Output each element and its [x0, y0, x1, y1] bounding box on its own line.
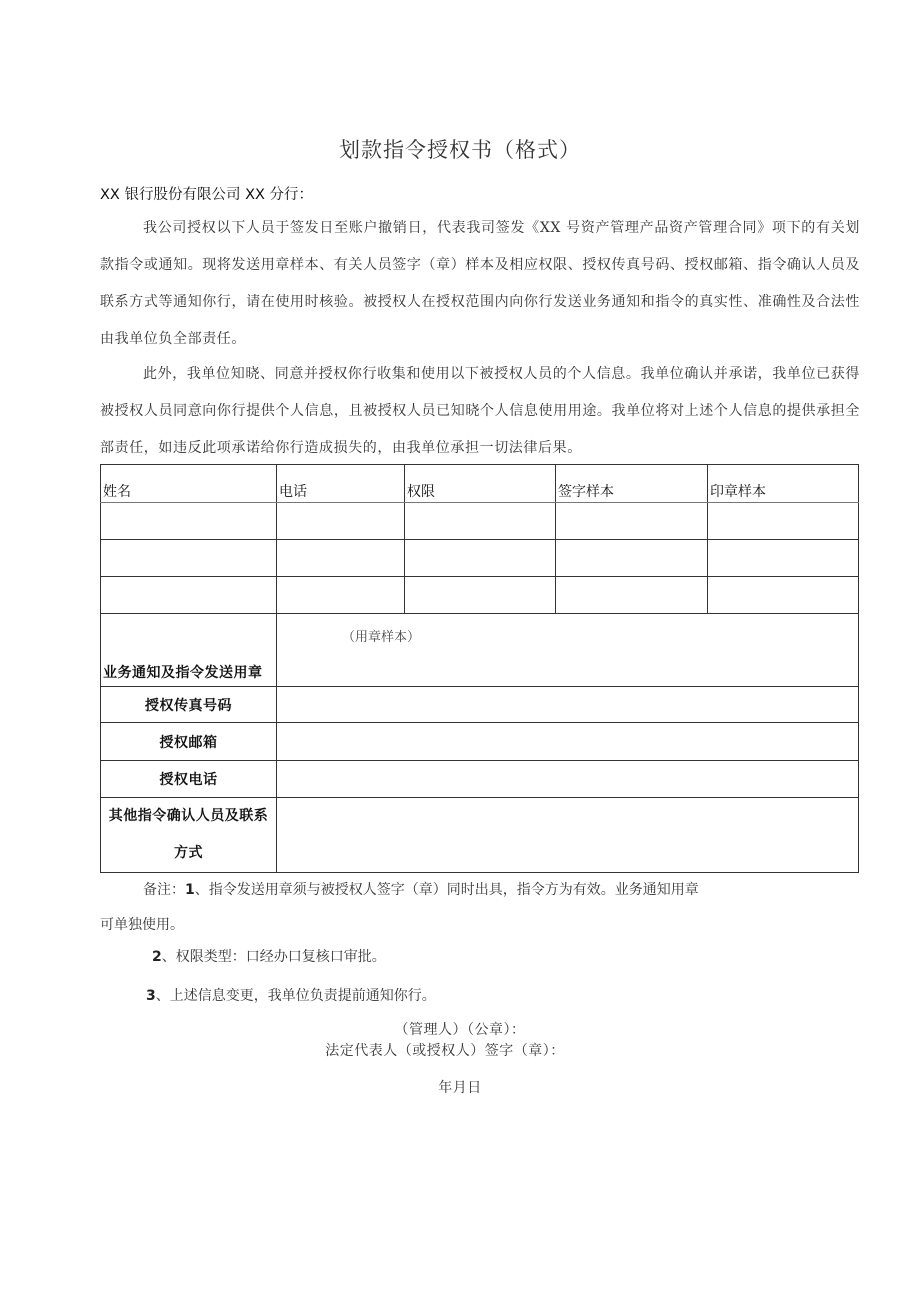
note-1: [100, 873, 700, 943]
signature-sample-cell[interactable]: [556, 503, 708, 540]
manager-seal-line: （管理人）（公章）：: [394, 1022, 526, 1038]
contact-label-line1: 其他指令确认人员及联系: [108, 808, 269, 824]
seal-sample-cell[interactable]: [708, 503, 859, 540]
contact-value[interactable]: [277, 798, 859, 873]
table-row: [101, 540, 859, 577]
email-value[interactable]: [277, 723, 859, 761]
header-permission: 权限: [405, 465, 556, 503]
stamp-row: [101, 614, 859, 687]
note-3-number: 3: [146, 988, 156, 1004]
header-phone: 电话: [277, 465, 405, 503]
email-row: [101, 723, 859, 761]
permission-cell[interactable]: [405, 577, 556, 614]
note-2-text: 、权限类型：口经办口复核口审批。: [161, 949, 386, 965]
permission-cell[interactable]: [405, 503, 556, 540]
signature-sample-cell[interactable]: [556, 577, 708, 614]
name-cell[interactable]: [101, 577, 277, 614]
privacy-consent-paragraph: 此外，我单位知晓、同意并授权你行收集和使用以下被授权人员的个人信息。我单位确认并承诺，我单位已获得被授权人员同意向你行提供个人信息，且被授权人员已知晓个人信息使用用途。我单位将对上述个人信息的提供承担全部责任，如违反此项承诺给你行造成损失的，由我单位承担一切法律后果。: [100, 366, 860, 456]
table-row: [101, 577, 859, 614]
header-seal-sample: 印章样本: [708, 465, 859, 503]
name-cell[interactable]: [101, 503, 277, 540]
authorization-table: [100, 464, 859, 873]
note-1-number: 1: [185, 882, 195, 898]
signature-sample-cell[interactable]: [556, 540, 708, 577]
legal-rep-signature-line: 法定代表人（或授权人）签字（章）：: [325, 1043, 565, 1059]
date-line: 年月日: [438, 1080, 482, 1096]
document-title: 划款指令授权书（格式）: [339, 138, 581, 162]
auth-phone-label: 授权电话: [101, 761, 277, 798]
contact-row: [101, 798, 859, 873]
note-2: [152, 945, 912, 969]
phone-cell[interactable]: [277, 503, 405, 540]
permission-cell[interactable]: [405, 540, 556, 577]
contact-label: [101, 798, 277, 873]
authorization-paragraph: 我公司授权以下人员于签发日至账户撤销日，代表我司签发《XX 号资产管理产品资产管理合同》项下的有关划款指令或通知。现将发送用章样本、有关人员签字（章）样本及相应权限、授权传真号码、授权邮箱、指令确认人员及联系方式等通知你行，请在使用时核验。被授权人在授权范围内向你行发送业务通知和指令的真实性、准确性及合法性由我单位负全部责任。: [100, 220, 860, 347]
seal-sample-cell[interactable]: [708, 540, 859, 577]
header-signature-sample: 签字样本: [556, 465, 708, 503]
note-1-text: 、指令发送用章须与被授权人签字（章）同时出具，指令方为有效。业务通知用章可单独使用。: [100, 882, 699, 933]
fax-value[interactable]: [277, 687, 859, 723]
contact-label-line2: 方式: [174, 845, 203, 861]
stamp-label: 业务通知及指令发送用章: [101, 614, 277, 687]
phone-cell[interactable]: [277, 540, 405, 577]
note-2-number: 2: [152, 949, 162, 965]
auth-phone-value[interactable]: [277, 761, 859, 798]
note-3: [146, 984, 906, 1008]
seal-sample-cell[interactable]: [708, 577, 859, 614]
fax-label: 授权传真号码: [101, 687, 277, 723]
name-cell[interactable]: [101, 540, 277, 577]
stamp-sample-area[interactable]: （用章样本）: [277, 614, 859, 687]
note-3-text: 、上述信息变更，我单位负责提前通知你行。: [155, 988, 436, 1004]
phone-row: [101, 761, 859, 798]
header-name: 姓名: [101, 465, 277, 503]
table-header-row: [101, 465, 859, 503]
phone-cell[interactable]: [277, 577, 405, 614]
fax-row: [101, 687, 859, 723]
addressee: XX 银行股份有限公司 XX 分行：: [100, 187, 314, 203]
note-prefix: 备注：: [143, 882, 185, 898]
table-row: [101, 503, 859, 540]
email-label: 授权邮箱: [101, 723, 277, 761]
